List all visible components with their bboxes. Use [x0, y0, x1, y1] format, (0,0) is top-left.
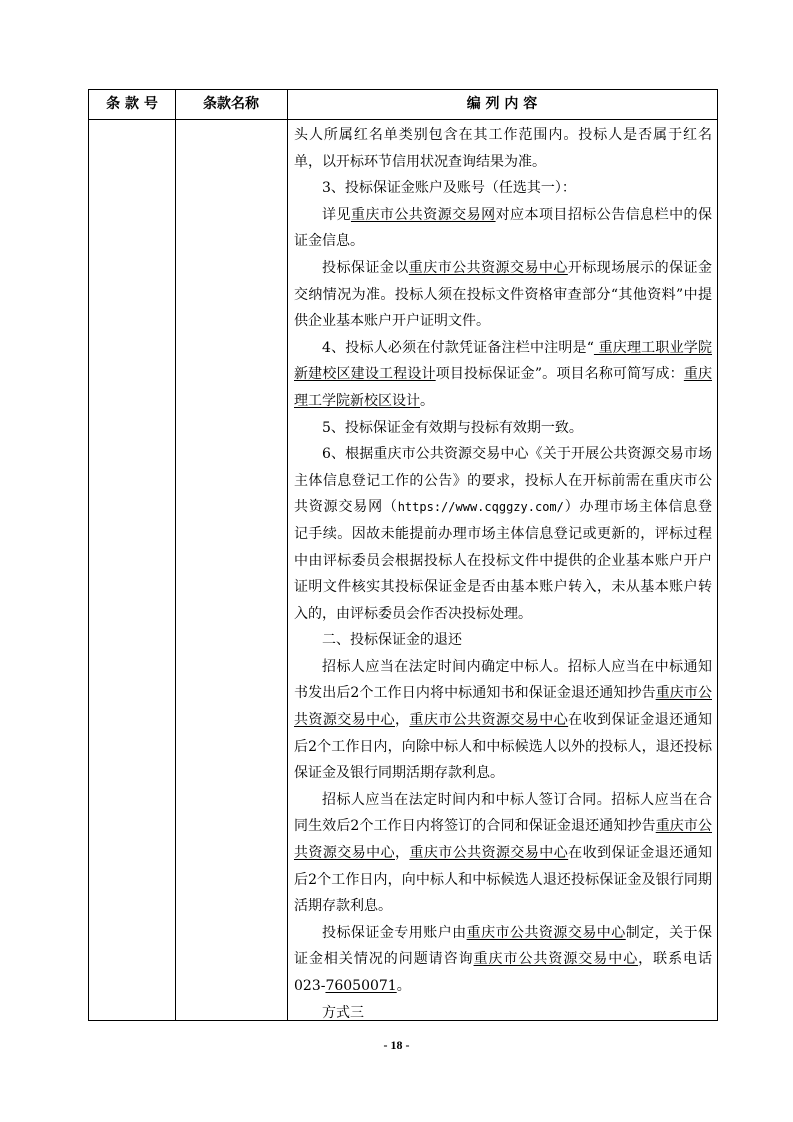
- clause-table: [88, 89, 718, 1021]
- link-trading-center[interactable]: 重庆市公共资源交易中心: [408, 259, 568, 276]
- url-cqggzy[interactable]: https://www.cqggzy.com/: [397, 500, 564, 515]
- page-number: - 18 -: [383, 1038, 410, 1052]
- link-trading-center[interactable]: 重庆市公共资源交易中心: [409, 845, 569, 862]
- link-trading-center[interactable]: 重庆市公共资源交易中心: [466, 924, 626, 941]
- link-trading-center[interactable]: 重庆市公共资源交易中心: [409, 712, 569, 729]
- link-trading-center[interactable]: 重庆市公共资源交易中心: [294, 818, 713, 862]
- content-cell: [294, 122, 712, 1026]
- link-trading-center[interactable]: 重庆市公共资源交易中心: [473, 951, 639, 968]
- header-content: 编 列 内 容: [466, 96, 538, 112]
- phone-number[interactable]: 76050071: [325, 978, 397, 994]
- header-divider: [89, 119, 717, 120]
- paragraph-method-three: 方式三: [322, 1004, 364, 1021]
- paragraph-validity: 5、投标保证金有效期与投标有效期一致。: [322, 419, 583, 436]
- paragraph-refund-2: 招标人应当在法定时间内和中标人签订合同。招标人应当在合同生效后2个工作日内将签订的合同和保证金退还通知抄告重庆市公共资源交易中心，重庆市公共资源交易中心在收到保证金退还通知后2个工作日内，向中标人和中标候选人退还投标保证金及银行同期活期存款利息。: [294, 791, 713, 915]
- header-clause-name: 条款名称: [203, 96, 259, 112]
- paragraph-red-list: 头人所属红名单类别包含在其工作范围内。投标人是否属于红名单，以开标环节信用状况查询结果为准。: [294, 127, 712, 170]
- paragraph-payment-note: 4、投标人必须在付款凭证备注栏中注明是“ 重庆理工职业学院新建校区建设工程设计项目投标保证金”。项目名称可简写成：重庆理工学院新校区设计。: [294, 339, 713, 409]
- paragraph-registration: 6、根据重庆市公共资源交易中心《关于开展公共资源交易市场主体信息登记工作的公告》的要求，投标人在开标前需在重庆市公共资源交易网（https://www.cqggzy.com/）办理市场主体信息登记手续。因故未能提前办理市场主体信息登记或更新的，评标过程中由评标委员会根据投标人在投标文件中提供的企业基本账户开户证明文件核实其投标保证金是否由基本账户转入，未从基本账户转入的，由评标委员会作否决投标处理。: [294, 446, 713, 622]
- link-trading-center[interactable]: 重庆市公共资源交易中心: [294, 685, 713, 729]
- paragraph-deposit-basis: 投标保证金以重庆市公共资源交易中心开标现场展示的保证金交纳情况为准。投标人须在投标文件资格审查部分“其他资料”中提供企业基本账户开户证明文件。: [294, 259, 713, 330]
- column-divider-2: [287, 90, 288, 1020]
- project-name: 重庆理工职业学院新建校区建设工程设计: [294, 339, 712, 383]
- paragraph-refund-1: 招标人应当在法定时间内确定中标人。招标人应当在中标通知书发出后2个工作日内将中标通知书和保证金退还通知抄告重庆市公共资源交易中心，重庆市公共资源交易中心在收到保证金退还通知后2个工作日内，向除中标人和中标候选人以外的投标人，退还投标保证金及银行同期活期存款利息。: [294, 658, 713, 782]
- paragraph-account-contact: 投标保证金专用账户由重庆市公共资源交易中心制定，关于保证金相关情况的问题请咨询重庆市公共资源交易中心，联系电话023-76050071。: [294, 924, 713, 994]
- header-clause-number: 条 款 号: [106, 96, 158, 112]
- link-trading-website[interactable]: 重庆市公共资源交易网: [350, 206, 496, 223]
- section-heading-refund: 二、投标保证金的退还: [322, 632, 462, 649]
- paragraph-see-website: 详见重庆市公共资源交易网对应本项目招标公告信息栏中的保证金信息。: [294, 206, 713, 250]
- project-short-name: 重庆理工学院新校区设计: [294, 366, 713, 409]
- paragraph-account-heading: 3、投标保证金账户及账号（任选其一）：: [322, 180, 576, 197]
- column-divider-1: [175, 90, 176, 1020]
